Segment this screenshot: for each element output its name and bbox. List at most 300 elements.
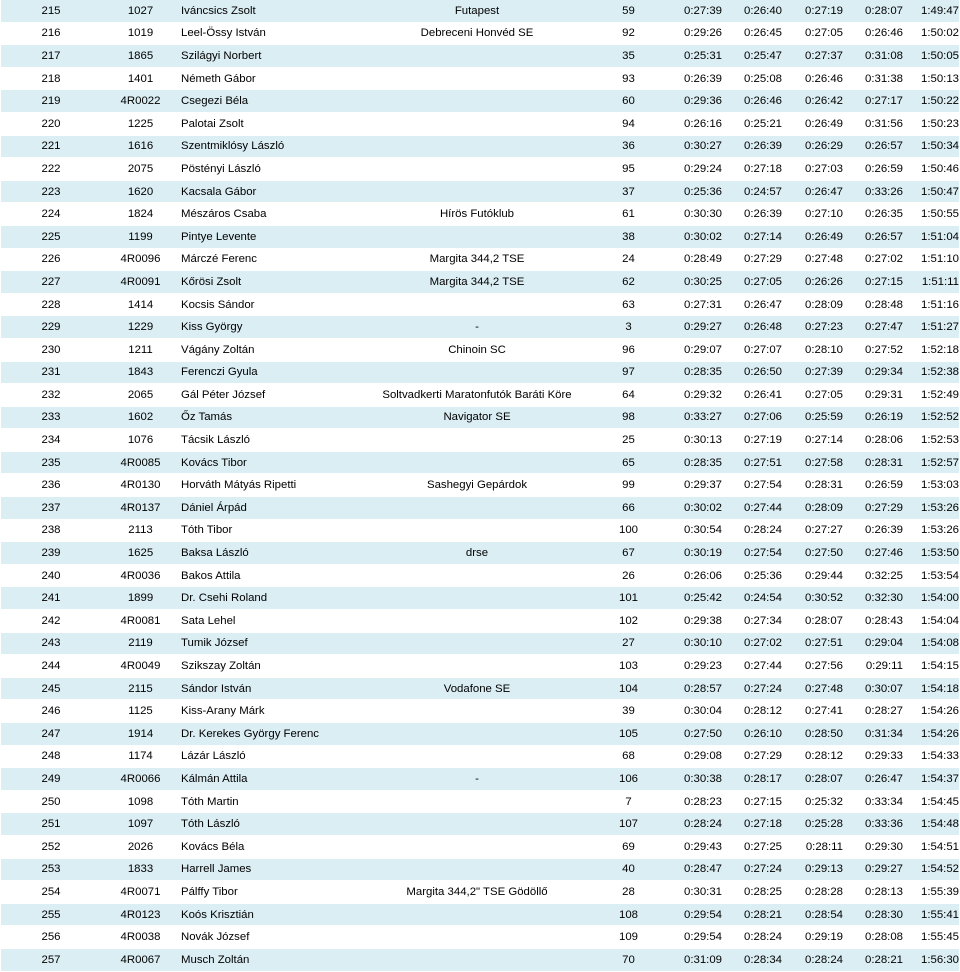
table-row <box>1 406 959 429</box>
category-place-cell: 103 <box>610 655 647 678</box>
total-time-cell: 1:54:08 <box>903 632 959 655</box>
rank-cell: 218 <box>1 67 101 90</box>
table-row <box>1 813 959 836</box>
split-2-cell: 0:27:29 <box>722 248 782 271</box>
category-place-cell: 106 <box>610 768 647 791</box>
bib-cell: 1027 <box>101 0 180 22</box>
split-4-cell: 0:26:59 <box>843 158 903 181</box>
split-4-cell: 0:28:31 <box>843 451 903 474</box>
results-table <box>1 0 959 972</box>
split-3-cell: 0:26:49 <box>782 112 843 135</box>
split-3-cell: 0:29:44 <box>782 564 843 587</box>
name-cell: Ferenczi Gyula <box>180 361 344 384</box>
split-1-cell: 0:29:27 <box>647 316 722 339</box>
rank-cell: 223 <box>1 180 101 203</box>
club-cell <box>344 948 610 971</box>
split-2-cell: 0:26:39 <box>722 135 782 158</box>
category-place-cell: 93 <box>610 67 647 90</box>
split-4-cell: 0:31:34 <box>843 723 903 746</box>
split-3-cell: 0:27:48 <box>782 248 843 271</box>
split-2-cell: 0:26:45 <box>722 22 782 45</box>
split-4-cell: 0:33:36 <box>843 813 903 836</box>
club-cell <box>344 180 610 203</box>
category-place-cell: 107 <box>610 813 647 836</box>
split-2-cell: 0:28:12 <box>722 700 782 723</box>
total-time-cell: 1:50:47 <box>903 180 959 203</box>
split-3-cell: 0:26:46 <box>782 67 843 90</box>
bib-cell: 4R0130 <box>101 474 180 497</box>
category-place-cell: 96 <box>610 338 647 361</box>
split-3-cell: 0:27:48 <box>782 677 843 700</box>
name-cell: Dr. Kerekes György Ferenc <box>180 723 344 746</box>
split-3-cell: 0:27:50 <box>782 542 843 565</box>
name-cell: Szikszay Zoltán <box>180 655 344 678</box>
split-1-cell: 0:26:39 <box>647 67 722 90</box>
total-time-cell: 1:50:34 <box>903 135 959 158</box>
split-2-cell: 0:26:46 <box>722 90 782 113</box>
total-time-cell: 1:54:26 <box>903 700 959 723</box>
category-place-cell: 40 <box>610 858 647 881</box>
category-place-cell: 65 <box>610 451 647 474</box>
club-cell <box>344 745 610 768</box>
split-2-cell: 0:26:50 <box>722 361 782 384</box>
split-4-cell: 0:26:19 <box>843 406 903 429</box>
split-2-cell: 0:28:25 <box>722 881 782 904</box>
split-1-cell: 0:30:02 <box>647 225 722 248</box>
split-1-cell: 0:28:24 <box>647 813 722 836</box>
category-place-cell: 69 <box>610 835 647 858</box>
split-3-cell: 0:27:05 <box>782 384 843 407</box>
split-3-cell: 0:27:58 <box>782 451 843 474</box>
rank-cell: 241 <box>1 587 101 610</box>
split-1-cell: 0:28:35 <box>647 451 722 474</box>
split-2-cell: 0:27:06 <box>722 406 782 429</box>
club-cell <box>344 158 610 181</box>
bib-cell: 4R0081 <box>101 610 180 633</box>
split-4-cell: 0:26:35 <box>843 203 903 226</box>
bib-cell: 1833 <box>101 858 180 881</box>
category-place-cell: 64 <box>610 384 647 407</box>
table-row <box>1 768 959 791</box>
rank-cell: 224 <box>1 203 101 226</box>
club-cell <box>344 429 610 452</box>
total-time-cell: 1:50:23 <box>903 112 959 135</box>
club-cell <box>344 45 610 68</box>
split-2-cell: 0:27:44 <box>722 655 782 678</box>
table-row <box>1 677 959 700</box>
split-1-cell: 0:25:36 <box>647 180 722 203</box>
rank-cell: 245 <box>1 677 101 700</box>
split-1-cell: 0:30:02 <box>647 497 722 520</box>
split-4-cell: 0:28:27 <box>843 700 903 723</box>
category-place-cell: 63 <box>610 293 647 316</box>
split-3-cell: 0:28:28 <box>782 881 843 904</box>
rank-cell: 256 <box>1 926 101 949</box>
split-3-cell: 0:26:29 <box>782 135 843 158</box>
rank-cell: 252 <box>1 835 101 858</box>
split-2-cell: 0:25:08 <box>722 67 782 90</box>
total-time-cell: 1:56:30 <box>903 948 959 971</box>
table-row <box>1 835 959 858</box>
category-place-cell: 7 <box>610 790 647 813</box>
name-cell: Tóth László <box>180 813 344 836</box>
split-1-cell: 0:29:43 <box>647 835 722 858</box>
split-2-cell: 0:27:24 <box>722 677 782 700</box>
table-row <box>1 745 959 768</box>
club-cell: Margita 344,2" TSE Gödöllő <box>344 881 610 904</box>
rank-cell: 243 <box>1 632 101 655</box>
rank-cell: 242 <box>1 610 101 633</box>
rank-cell: 235 <box>1 451 101 474</box>
split-2-cell: 0:27:44 <box>722 497 782 520</box>
table-row <box>1 564 959 587</box>
split-1-cell: 0:29:07 <box>647 338 722 361</box>
name-cell: Őz Tamás <box>180 406 344 429</box>
bib-cell: 2115 <box>101 677 180 700</box>
rank-cell: 221 <box>1 135 101 158</box>
split-1-cell: 0:29:23 <box>647 655 722 678</box>
total-time-cell: 1:54:48 <box>903 813 959 836</box>
bib-cell: 1019 <box>101 22 180 45</box>
split-1-cell: 0:30:31 <box>647 881 722 904</box>
split-4-cell: 0:26:46 <box>843 22 903 45</box>
category-place-cell: 60 <box>610 90 647 113</box>
category-place-cell: 104 <box>610 677 647 700</box>
table-row <box>1 926 959 949</box>
total-time-cell: 1:52:49 <box>903 384 959 407</box>
split-1-cell: 0:29:54 <box>647 903 722 926</box>
split-4-cell: 0:28:30 <box>843 903 903 926</box>
club-cell: Navigator SE <box>344 406 610 429</box>
table-row <box>1 67 959 90</box>
rank-cell: 254 <box>1 881 101 904</box>
split-1-cell: 0:29:32 <box>647 384 722 407</box>
name-cell: Pöstényi László <box>180 158 344 181</box>
name-cell: Kovács Tibor <box>180 451 344 474</box>
category-place-cell: 62 <box>610 271 647 294</box>
bib-cell: 1229 <box>101 316 180 339</box>
split-1-cell: 0:27:39 <box>647 0 722 22</box>
split-3-cell: 0:28:07 <box>782 768 843 791</box>
rank-cell: 226 <box>1 248 101 271</box>
table-row <box>1 135 959 158</box>
split-1-cell: 0:25:31 <box>647 45 722 68</box>
total-time-cell: 1:51:11 <box>903 271 959 294</box>
category-place-cell: 61 <box>610 203 647 226</box>
split-2-cell: 0:25:47 <box>722 45 782 68</box>
total-time-cell: 1:54:51 <box>903 835 959 858</box>
table-row <box>1 90 959 113</box>
rank-cell: 251 <box>1 813 101 836</box>
split-3-cell: 0:25:59 <box>782 406 843 429</box>
split-2-cell: 0:26:10 <box>722 723 782 746</box>
split-1-cell: 0:28:23 <box>647 790 722 813</box>
split-4-cell: 0:30:07 <box>843 677 903 700</box>
bib-cell: 1211 <box>101 338 180 361</box>
bib-cell: 1616 <box>101 135 180 158</box>
category-place-cell: 100 <box>610 519 647 542</box>
split-1-cell: 0:28:47 <box>647 858 722 881</box>
split-3-cell: 0:29:13 <box>782 858 843 881</box>
total-time-cell: 1:52:38 <box>903 361 959 384</box>
category-place-cell: 109 <box>610 926 647 949</box>
total-time-cell: 1:54:15 <box>903 655 959 678</box>
split-4-cell: 0:29:31 <box>843 384 903 407</box>
bib-cell: 4R0137 <box>101 497 180 520</box>
split-2-cell: 0:28:24 <box>722 519 782 542</box>
split-2-cell: 0:27:34 <box>722 610 782 633</box>
rank-cell: 250 <box>1 790 101 813</box>
results-body <box>1 0 959 971</box>
total-time-cell: 1:54:00 <box>903 587 959 610</box>
club-cell <box>344 293 610 316</box>
category-place-cell: 25 <box>610 429 647 452</box>
total-time-cell: 1:51:10 <box>903 248 959 271</box>
total-time-cell: 1:52:18 <box>903 338 959 361</box>
split-1-cell: 0:29:54 <box>647 926 722 949</box>
split-1-cell: 0:31:09 <box>647 948 722 971</box>
split-2-cell: 0:27:29 <box>722 745 782 768</box>
name-cell: Bakos Attila <box>180 564 344 587</box>
category-place-cell: 39 <box>610 700 647 723</box>
split-4-cell: 0:28:43 <box>843 610 903 633</box>
split-4-cell: 0:29:33 <box>843 745 903 768</box>
split-3-cell: 0:28:54 <box>782 903 843 926</box>
split-3-cell: 0:27:19 <box>782 0 843 22</box>
table-row <box>1 316 959 339</box>
split-4-cell: 0:31:38 <box>843 67 903 90</box>
split-4-cell: 0:28:13 <box>843 881 903 904</box>
table-row <box>1 45 959 68</box>
rank-cell: 231 <box>1 361 101 384</box>
total-time-cell: 1:51:04 <box>903 225 959 248</box>
total-time-cell: 1:55:41 <box>903 903 959 926</box>
total-time-cell: 1:50:13 <box>903 67 959 90</box>
split-2-cell: 0:27:02 <box>722 632 782 655</box>
category-place-cell: 68 <box>610 745 647 768</box>
club-cell: - <box>344 316 610 339</box>
split-3-cell: 0:25:28 <box>782 813 843 836</box>
club-cell <box>344 451 610 474</box>
club-cell <box>344 497 610 520</box>
split-2-cell: 0:26:48 <box>722 316 782 339</box>
table-row <box>1 655 959 678</box>
category-place-cell: 92 <box>610 22 647 45</box>
category-place-cell: 59 <box>610 0 647 22</box>
total-time-cell: 1:54:37 <box>903 768 959 791</box>
split-1-cell: 0:29:37 <box>647 474 722 497</box>
rank-cell: 249 <box>1 768 101 791</box>
split-4-cell: 0:32:30 <box>843 587 903 610</box>
split-3-cell: 0:28:50 <box>782 723 843 746</box>
category-place-cell: 102 <box>610 610 647 633</box>
bib-cell: 4R0022 <box>101 90 180 113</box>
split-4-cell: 0:28:21 <box>843 948 903 971</box>
bib-cell: 1076 <box>101 429 180 452</box>
bib-cell: 1414 <box>101 293 180 316</box>
total-time-cell: 1:50:22 <box>903 90 959 113</box>
name-cell: Pálffy Tibor <box>180 881 344 904</box>
name-cell: Márczé Ferenc <box>180 248 344 271</box>
split-4-cell: 0:27:17 <box>843 90 903 113</box>
rank-cell: 225 <box>1 225 101 248</box>
total-time-cell: 1:54:04 <box>903 610 959 633</box>
name-cell: Kovács Béla <box>180 835 344 858</box>
split-2-cell: 0:27:07 <box>722 338 782 361</box>
name-cell: Kiss-Arany Márk <box>180 700 344 723</box>
club-cell <box>344 858 610 881</box>
split-3-cell: 0:28:11 <box>782 835 843 858</box>
name-cell: Palotai Zsolt <box>180 112 344 135</box>
category-place-cell: 66 <box>610 497 647 520</box>
bib-cell: 1125 <box>101 700 180 723</box>
table-row <box>1 293 959 316</box>
club-cell <box>344 587 610 610</box>
split-4-cell: 0:29:11 <box>843 655 903 678</box>
split-3-cell: 0:27:05 <box>782 22 843 45</box>
total-time-cell: 1:50:02 <box>903 22 959 45</box>
bib-cell: 4R0036 <box>101 564 180 587</box>
split-1-cell: 0:28:35 <box>647 361 722 384</box>
category-place-cell: 38 <box>610 225 647 248</box>
split-1-cell: 0:28:49 <box>647 248 722 271</box>
split-4-cell: 0:26:39 <box>843 519 903 542</box>
name-cell: Mészáros Csaba <box>180 203 344 226</box>
table-row <box>1 474 959 497</box>
split-3-cell: 0:27:23 <box>782 316 843 339</box>
split-4-cell: 0:26:59 <box>843 474 903 497</box>
name-cell: Kálmán Attila <box>180 768 344 791</box>
table-row <box>1 203 959 226</box>
total-time-cell: 1:54:52 <box>903 858 959 881</box>
split-2-cell: 0:28:17 <box>722 768 782 791</box>
split-4-cell: 0:28:06 <box>843 429 903 452</box>
club-cell: Futapest <box>344 0 610 22</box>
split-2-cell: 0:27:24 <box>722 858 782 881</box>
split-3-cell: 0:27:03 <box>782 158 843 181</box>
total-time-cell: 1:50:55 <box>903 203 959 226</box>
split-4-cell: 0:27:46 <box>843 542 903 565</box>
bib-cell: 1199 <box>101 225 180 248</box>
total-time-cell: 1:53:26 <box>903 519 959 542</box>
table-row <box>1 338 959 361</box>
split-4-cell: 0:31:08 <box>843 45 903 68</box>
name-cell: Tumik József <box>180 632 344 655</box>
bib-cell: 2119 <box>101 632 180 655</box>
rank-cell: 246 <box>1 700 101 723</box>
split-3-cell: 0:28:24 <box>782 948 843 971</box>
table-row <box>1 112 959 135</box>
name-cell: Dániel Árpád <box>180 497 344 520</box>
table-row <box>1 632 959 655</box>
club-cell <box>344 813 610 836</box>
split-1-cell: 0:30:04 <box>647 700 722 723</box>
split-3-cell: 0:30:52 <box>782 587 843 610</box>
rank-cell: 220 <box>1 112 101 135</box>
club-cell <box>344 610 610 633</box>
table-row <box>1 723 959 746</box>
split-3-cell: 0:27:51 <box>782 632 843 655</box>
category-place-cell: 99 <box>610 474 647 497</box>
total-time-cell: 1:51:27 <box>903 316 959 339</box>
bib-cell: 1225 <box>101 112 180 135</box>
category-place-cell: 101 <box>610 587 647 610</box>
club-cell <box>344 723 610 746</box>
total-time-cell: 1:50:46 <box>903 158 959 181</box>
split-4-cell: 0:29:34 <box>843 361 903 384</box>
name-cell: Koós Krisztián <box>180 903 344 926</box>
name-cell: Kiss György <box>180 316 344 339</box>
bib-cell: 4R0038 <box>101 926 180 949</box>
split-2-cell: 0:27:18 <box>722 158 782 181</box>
table-row <box>1 0 959 22</box>
split-2-cell: 0:27:19 <box>722 429 782 452</box>
split-2-cell: 0:27:54 <box>722 474 782 497</box>
split-3-cell: 0:27:39 <box>782 361 843 384</box>
split-4-cell: 0:28:07 <box>843 0 903 22</box>
name-cell: Musch Zoltán <box>180 948 344 971</box>
bib-cell: 1174 <box>101 745 180 768</box>
split-1-cell: 0:30:30 <box>647 203 722 226</box>
table-row <box>1 22 959 45</box>
table-row <box>1 587 959 610</box>
split-3-cell: 0:26:26 <box>782 271 843 294</box>
rank-cell: 227 <box>1 271 101 294</box>
split-3-cell: 0:26:42 <box>782 90 843 113</box>
rank-cell: 216 <box>1 22 101 45</box>
name-cell: Dr. Csehi Roland <box>180 587 344 610</box>
split-1-cell: 0:30:10 <box>647 632 722 655</box>
bib-cell: 2113 <box>101 519 180 542</box>
split-4-cell: 0:27:02 <box>843 248 903 271</box>
split-2-cell: 0:26:39 <box>722 203 782 226</box>
split-2-cell: 0:27:51 <box>722 451 782 474</box>
split-2-cell: 0:28:34 <box>722 948 782 971</box>
club-cell: Soltvadkerti Maratonfutók Baráti Köre <box>344 384 610 407</box>
rank-cell: 236 <box>1 474 101 497</box>
bib-cell: 4R0071 <box>101 881 180 904</box>
split-3-cell: 0:27:41 <box>782 700 843 723</box>
name-cell: Németh Gábor <box>180 67 344 90</box>
total-time-cell: 1:52:57 <box>903 451 959 474</box>
bib-cell: 1914 <box>101 723 180 746</box>
club-cell <box>344 112 610 135</box>
category-place-cell: 35 <box>610 45 647 68</box>
rank-cell: 228 <box>1 293 101 316</box>
name-cell: Kocsis Sándor <box>180 293 344 316</box>
split-4-cell: 0:26:57 <box>843 225 903 248</box>
split-1-cell: 0:27:31 <box>647 293 722 316</box>
club-cell <box>344 926 610 949</box>
category-place-cell: 37 <box>610 180 647 203</box>
split-3-cell: 0:27:56 <box>782 655 843 678</box>
name-cell: Vágány Zoltán <box>180 338 344 361</box>
club-cell: Debreceni Honvéd SE <box>344 22 610 45</box>
split-4-cell: 0:29:04 <box>843 632 903 655</box>
split-1-cell: 0:27:50 <box>647 723 722 746</box>
name-cell: Leel-Össy István <box>180 22 344 45</box>
split-2-cell: 0:25:21 <box>722 112 782 135</box>
split-2-cell: 0:24:57 <box>722 180 782 203</box>
rank-cell: 240 <box>1 564 101 587</box>
table-row <box>1 384 959 407</box>
split-1-cell: 0:30:25 <box>647 271 722 294</box>
bib-cell: 1098 <box>101 790 180 813</box>
name-cell: Szentmiklósy László <box>180 135 344 158</box>
split-1-cell: 0:30:13 <box>647 429 722 452</box>
name-cell: Szilágyi Norbert <box>180 45 344 68</box>
split-1-cell: 0:26:06 <box>647 564 722 587</box>
